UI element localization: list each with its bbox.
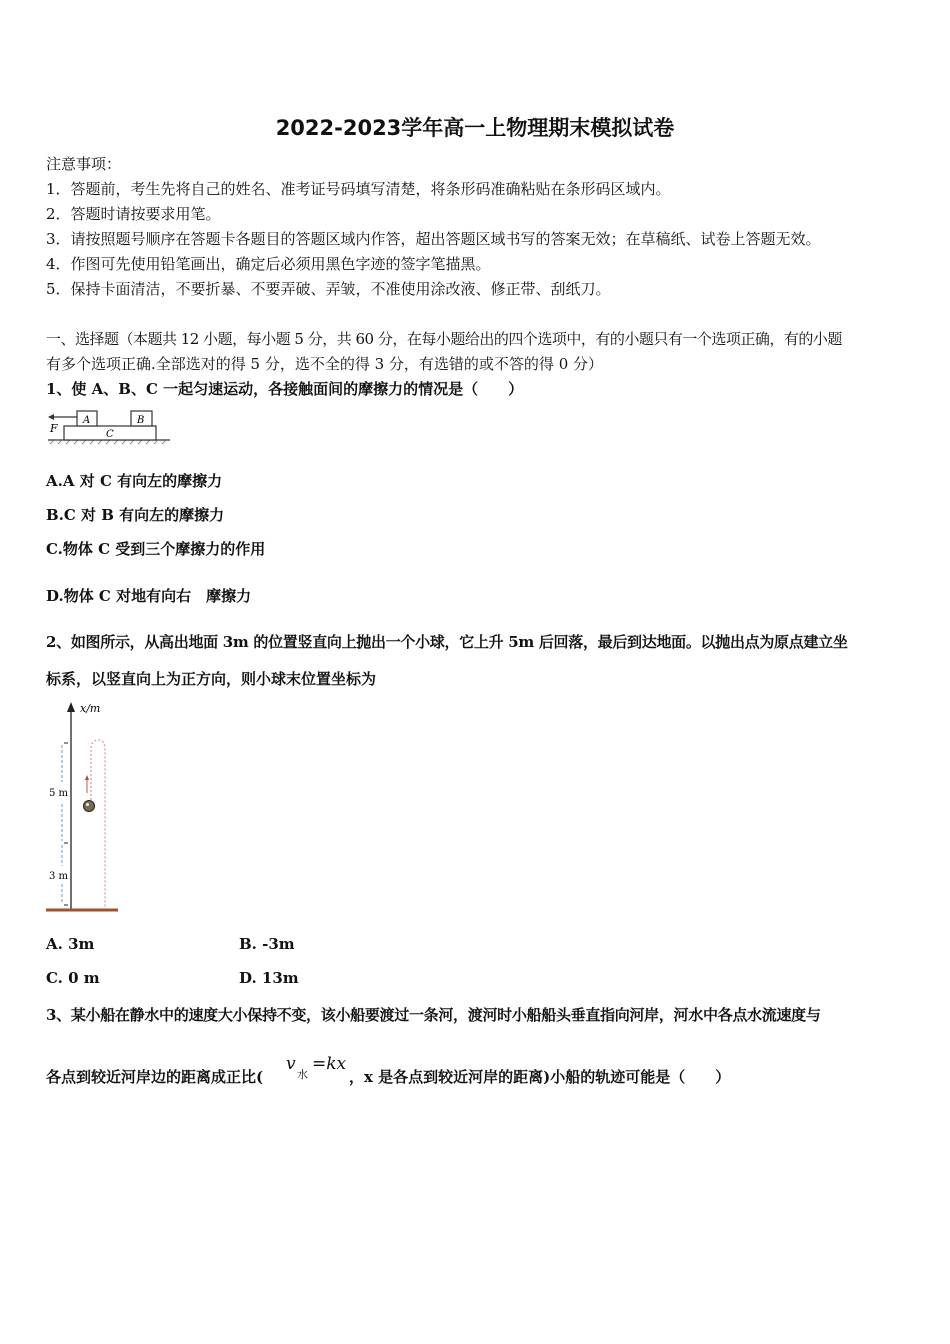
q2-ball <box>84 801 95 812</box>
q2-label-5m: 5 m <box>49 788 69 799</box>
q2-label-3m: 3 m <box>49 871 69 882</box>
q1-stem: 1、使 A、B、C 一起匀速运动，各接触面间的摩擦力的情况是（ ） <box>46 380 524 398</box>
q2-stem-line2: 标系，以竖直向上为正方向，则小球末位置坐标为 <box>46 670 377 688</box>
notice-item-5: 5．保持卡面清洁，不要折暴、不要弄破、弄皱，不准使用涂改液、修正带、刮纸刀。 <box>46 280 611 298</box>
q2-option-c: C. 0 m <box>46 969 100 987</box>
q1-option-c: C.物体 C 受到三个摩擦力的作用 <box>46 540 266 558</box>
q2-stem-line1: 2、如图所示，从高出地面 3m 的位置竖直向上抛出一个小球，它上升 5m 后回落，最后到达地面。以抛出点为原点建立坐 <box>46 633 848 651</box>
section-heading-line2: 有多个选项正确.全部选对的得 5 分，选不全的得 3 分，有选错的或不答的得 0 分） <box>46 355 604 373</box>
q2-option-a: A. 3m <box>46 935 95 953</box>
q1-block-b-label: B <box>137 415 145 426</box>
notice-item-3: 3．请按照题号顺序在答题卡各题目的答题区域内作答，超出答题区域书写的答案无效；在草稿纸、试卷上答题无效。 <box>46 230 821 248</box>
notice-item-1: 1．答题前，考生先将自己的姓名、准考证号码填写清楚，将条形码准确粘贴在条形码区域内。 <box>46 180 671 198</box>
q2-axis-label: x/m <box>80 702 101 715</box>
q2-option-b: B. -3m <box>239 935 295 953</box>
q2-axis-arrowhead <box>67 702 75 712</box>
notice-heading: 注意事项： <box>46 155 122 173</box>
q1-force-arrowhead <box>48 414 54 420</box>
q1-option-a: A.A 对 C 有向左的摩擦力 <box>46 472 223 490</box>
q3-formula-subscript: 水 <box>297 1068 308 1081</box>
q3-formula-v: v <box>286 1054 296 1074</box>
q3-stem-line2a: 各点到较近河岸边的距离成正比( <box>46 1068 264 1086</box>
q3-stem-line2b: ，x 是各点到较近河岸的距离)小船的轨迹可能是（ ） <box>349 1068 731 1086</box>
q3-stem-line1: 3、某小船在静水中的速度大小保持不变，该小船要渡过一条河，渡河时小船船头垂直指向河岸，河水中各点水流速度与 <box>46 1006 821 1024</box>
q2-trajectory-figure <box>44 700 124 915</box>
q1-option-b: B.C 对 B 有向左的摩擦力 <box>46 506 225 524</box>
notice-item-2: 2．答题时请按要求用笔。 <box>46 205 221 223</box>
q1-ground-hatch <box>50 440 166 444</box>
q1-option-d: D.物体 C 对地有向右 摩擦力 <box>46 587 252 605</box>
q1-block-a-label: A <box>83 415 91 426</box>
q2-ball-path <box>91 740 105 908</box>
section-heading-line1: 一、选择题（本题共 12 小题，每小题 5 分，共 60 分，在每小题给出的四个选项中，有的小题只有一个选项正确，有的小题 <box>46 330 842 348</box>
q2-option-d: D. 13m <box>239 969 299 987</box>
q1-blocks-figure <box>44 405 174 445</box>
q1-force-label: F <box>50 422 58 435</box>
q3-formula-rhs: =kx <box>312 1054 347 1074</box>
notice-item-4: 4．作图可先使用铅笔画出，确定后必须用黑色字迹的签字笔描黑。 <box>46 255 491 273</box>
q1-block-c-label: C <box>106 429 114 440</box>
page-title: 2022-2023学年高一上物理期末模拟试卷 <box>275 116 675 140</box>
